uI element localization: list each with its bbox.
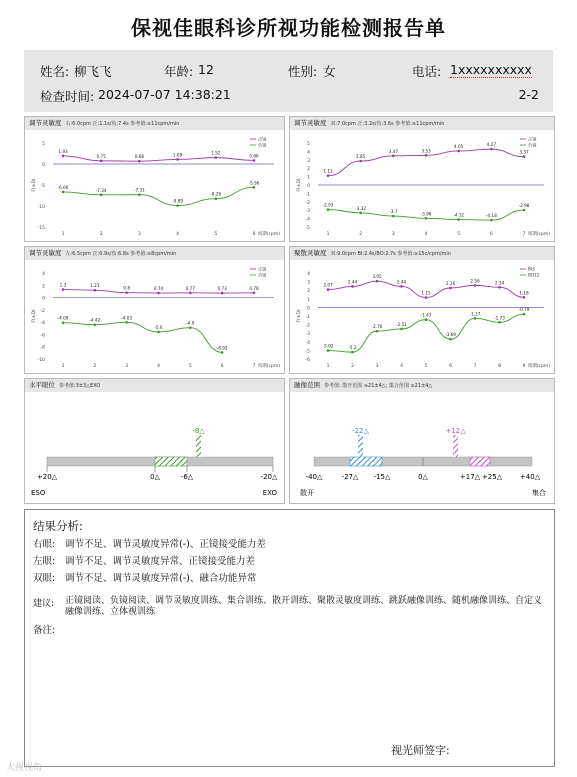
patient-info bbox=[24, 50, 553, 112]
chart-panel-3 bbox=[24, 246, 285, 374]
data-point bbox=[62, 155, 65, 158]
data-point bbox=[327, 208, 330, 211]
tick-label: +20△ bbox=[36, 473, 58, 481]
data-label: -4.9 bbox=[186, 320, 195, 326]
data-label: -2.51 bbox=[396, 321, 407, 327]
y-tick-label: -1 bbox=[305, 315, 310, 320]
series-line bbox=[63, 322, 222, 352]
y-tick-label: 0 bbox=[307, 184, 310, 189]
data-label: -2.98 bbox=[518, 203, 530, 209]
x-axis-label: 周期(cpm) bbox=[257, 232, 280, 237]
x-tick-label: 4 bbox=[157, 364, 160, 369]
divergence-label: 散开 bbox=[300, 489, 314, 497]
legend-label: 正镜 bbox=[528, 136, 537, 142]
chart-subtitle: 右:6.0cpm 正:1.1s/负:7.4s 参考值:≥11cpm/min bbox=[65, 121, 180, 127]
data-point bbox=[498, 321, 501, 324]
data-point bbox=[474, 317, 477, 320]
tick-label: 0△ bbox=[418, 473, 428, 481]
y-tick-label: -6 bbox=[305, 358, 310, 363]
tick-label: -15△ bbox=[373, 473, 391, 481]
data-point bbox=[490, 219, 493, 222]
x-tick-label: 2 bbox=[99, 232, 103, 237]
x-tick-label: 6 bbox=[489, 232, 493, 237]
legend-label: 正镜 bbox=[258, 266, 267, 272]
report-title: 保视佳眼科诊所视功能检测报告单 bbox=[131, 16, 446, 40]
data-point bbox=[62, 191, 65, 194]
fusion-range-panel bbox=[289, 378, 555, 504]
tick-label: +25△ bbox=[481, 473, 503, 481]
data-label: 0.8 bbox=[123, 285, 131, 291]
y-tick-label: 5 bbox=[42, 142, 45, 147]
data-point bbox=[125, 321, 128, 324]
data-point bbox=[523, 296, 526, 299]
time-value: 2024-07-07 14:38:21 bbox=[98, 87, 231, 102]
right-eye-result bbox=[33, 536, 266, 550]
data-label: -5.6 bbox=[154, 324, 163, 330]
data-label: -9.89 bbox=[172, 198, 184, 204]
data-point bbox=[189, 292, 192, 295]
y-tick-label: 4 bbox=[307, 150, 310, 156]
x-tick-label: 8 bbox=[498, 364, 501, 369]
tick-label: 0△ bbox=[150, 473, 160, 481]
data-label: 1.18 bbox=[519, 290, 529, 296]
data-label: 2.34 bbox=[494, 280, 505, 286]
data-point bbox=[100, 160, 103, 163]
x-axis-label: 周期(cpm) bbox=[527, 364, 550, 369]
legend-label: BI3 bbox=[528, 266, 535, 272]
phone-label: 电话: bbox=[412, 64, 442, 79]
panel-title: 融像范围 bbox=[294, 381, 320, 389]
page-number: 2-2 bbox=[518, 87, 539, 102]
x-tick-label: 4 bbox=[400, 364, 403, 369]
data-point bbox=[94, 289, 97, 292]
chart-subtitle: 双:7.0cpm 正:3.2s/负:3.6s 参考值:≥11cpm/min bbox=[330, 121, 445, 127]
data-point bbox=[157, 292, 160, 295]
data-point bbox=[62, 321, 65, 324]
suggestion-text: 正镜阅读、负镜阅读、调节灵敏度训练、集合训练、散开训练、聚散灵敏度训练、跳跃融像训练、随机融像训练、自定义融像训练、立体视训练 bbox=[65, 596, 543, 617]
data-label: 4.05 bbox=[454, 143, 464, 149]
name-value: 柳飞飞 bbox=[74, 64, 112, 79]
tick-label: -40△ bbox=[305, 473, 323, 481]
x-tick-label: 7 bbox=[473, 364, 477, 369]
data-point bbox=[457, 218, 460, 221]
y-tick-label: 0 bbox=[307, 306, 310, 312]
data-point bbox=[327, 174, 330, 177]
data-label: 1.11 bbox=[323, 168, 333, 174]
data-label: 2.85 bbox=[356, 154, 366, 160]
x-tick-label: 4 bbox=[424, 232, 428, 237]
y-tick-label: -5 bbox=[305, 226, 310, 231]
phone-value: 1xxxxxxxxxx bbox=[450, 62, 532, 77]
chart-subtitle: 左:6.5cpm 正:0.9s/负:6.8s 参考值:≥8cpm/min bbox=[65, 251, 177, 257]
data-point bbox=[100, 194, 103, 197]
y-tick-label: -3 bbox=[305, 332, 310, 338]
panel-subtitle: 参考值:3±3△EXO bbox=[59, 383, 101, 389]
y-tick-label: 2 bbox=[42, 284, 45, 290]
x-tick-label: 1 bbox=[326, 364, 330, 369]
panel-title: 水平眼位 bbox=[29, 381, 55, 389]
x-tick-label: 2 bbox=[93, 364, 97, 369]
x-tick-label: 5 bbox=[424, 364, 428, 369]
chart-panel-2 bbox=[289, 116, 555, 242]
data-label: 0.68 bbox=[134, 154, 145, 160]
data-point bbox=[351, 351, 354, 354]
series-line bbox=[63, 187, 254, 205]
x-tick-label: 4 bbox=[176, 232, 180, 237]
data-label: 0.73 bbox=[217, 286, 227, 292]
data-label: -5.02 bbox=[322, 343, 334, 349]
x-tick-label: 3 bbox=[375, 364, 379, 369]
legend-label: 负镜 bbox=[528, 142, 537, 148]
chart-title: 调节灵敏度 bbox=[29, 249, 62, 257]
age-label: 年龄: bbox=[164, 64, 194, 79]
data-point bbox=[359, 160, 362, 163]
data-point bbox=[449, 287, 452, 290]
convergence-marker-label: +12△ bbox=[445, 427, 466, 435]
data-label: 3.05 bbox=[372, 274, 382, 280]
chart-panel-4 bbox=[289, 246, 555, 374]
legend-label: BO12 bbox=[528, 272, 540, 278]
data-point bbox=[253, 186, 256, 189]
chart-svg bbox=[25, 247, 284, 373]
sex-value: 女 bbox=[323, 64, 336, 79]
data-point bbox=[138, 160, 141, 163]
data-label: 2.44 bbox=[396, 279, 407, 285]
horizontal-phoria-panel bbox=[24, 378, 285, 504]
data-point bbox=[176, 204, 179, 207]
age-value: 12 bbox=[198, 62, 214, 77]
data-label: 1.21 bbox=[90, 283, 100, 289]
chart-subtitle: 双:9.0cpm BI:2.4s/BO:2.7s 参考值:≥15c/cpm/min bbox=[330, 251, 451, 257]
data-label: -8.26 bbox=[210, 191, 222, 197]
data-label: 3.37 bbox=[519, 149, 529, 155]
data-point bbox=[138, 193, 141, 196]
y-tick-label: 2 bbox=[307, 289, 310, 295]
x-tick-label: 6 bbox=[220, 364, 224, 369]
data-label: 1.52 bbox=[211, 150, 221, 156]
convergence-label: 集合 bbox=[532, 489, 546, 497]
tick-label: +40△ bbox=[519, 473, 541, 481]
right-eye-label: 右眼: bbox=[33, 539, 56, 550]
data-label: 2.56 bbox=[470, 278, 480, 284]
data-label: -4.18 bbox=[485, 213, 497, 219]
data-point bbox=[215, 197, 218, 200]
y-tick-label: -5 bbox=[40, 184, 45, 189]
data-label: -3.96 bbox=[420, 211, 432, 217]
data-label: -3.69 bbox=[445, 332, 456, 338]
y-tick-label: 1 bbox=[307, 297, 310, 303]
data-label: 1.93 bbox=[58, 148, 68, 154]
data-label: -1.73 bbox=[494, 315, 505, 321]
data-label: 2.07 bbox=[323, 282, 333, 288]
data-point bbox=[490, 148, 493, 151]
chart-title: 调节灵敏度 bbox=[294, 119, 327, 127]
data-point bbox=[400, 285, 403, 288]
data-point bbox=[327, 349, 330, 352]
x-axis-label: 周期(cpm) bbox=[257, 364, 280, 369]
chart-svg bbox=[290, 117, 554, 241]
y-tick-label: -2 bbox=[40, 308, 45, 314]
x-tick-label: 6 bbox=[449, 364, 452, 369]
x-tick-label: 1 bbox=[61, 232, 65, 237]
y-tick-label: -1 bbox=[305, 192, 310, 198]
legend-label: 负镜 bbox=[258, 272, 267, 278]
x-tick-label: 1 bbox=[61, 364, 65, 369]
legend-label: 正镜 bbox=[258, 136, 267, 142]
data-label: 3.53 bbox=[421, 148, 431, 154]
y-tick-label: -10 bbox=[37, 205, 45, 210]
data-label: -5.56 bbox=[248, 180, 260, 186]
eso-label: ESO bbox=[31, 489, 46, 497]
data-point bbox=[400, 328, 403, 331]
y-tick-label: 4 bbox=[307, 272, 310, 277]
x-tick-label: 2 bbox=[359, 232, 363, 237]
data-label: 2.26 bbox=[445, 280, 456, 286]
y-tick-label: -4 bbox=[40, 321, 45, 327]
data-label: -6.66 bbox=[57, 184, 69, 190]
time-label: 检查时间: bbox=[40, 89, 95, 104]
data-point bbox=[157, 331, 160, 334]
data-label: -2.76 bbox=[371, 324, 383, 330]
data-label: -1.27 bbox=[469, 311, 481, 317]
data-point bbox=[425, 318, 428, 321]
data-point bbox=[327, 288, 330, 291]
y-axis-label: F(±D) bbox=[32, 178, 37, 192]
y-tick-label: 1 bbox=[307, 175, 310, 181]
x-tick-label: 6 bbox=[252, 232, 256, 237]
data-label: -7.34 bbox=[95, 187, 107, 193]
data-label: -8.92 bbox=[216, 345, 228, 351]
tick-label: -6△ bbox=[180, 473, 194, 481]
data-label: 1.3 bbox=[59, 282, 67, 288]
x-tick-label: 9 bbox=[522, 364, 526, 369]
y-axis-label: F(±D) bbox=[297, 178, 302, 192]
data-point bbox=[376, 330, 379, 333]
data-point bbox=[176, 158, 179, 161]
data-label: 0.74 bbox=[153, 286, 164, 292]
data-point bbox=[189, 326, 192, 329]
exo-label: EXO bbox=[262, 489, 277, 497]
chart-panel-1 bbox=[24, 116, 285, 242]
result-heading: 结果分析: bbox=[33, 519, 83, 533]
data-point bbox=[215, 156, 218, 159]
chart-title: 调节灵敏度 bbox=[29, 119, 62, 127]
data-point bbox=[425, 154, 428, 157]
data-label: -3.7 bbox=[389, 209, 398, 215]
data-label: 0.77 bbox=[185, 285, 195, 291]
y-tick-label: 4 bbox=[42, 272, 45, 277]
data-point bbox=[457, 150, 460, 153]
data-label: 1.15 bbox=[421, 290, 431, 296]
panel-subtitle: 参考值: 散开范围 ≥21±4△; 集合范围 ≥21±4△ bbox=[324, 383, 433, 389]
data-label: -4.12 bbox=[453, 212, 465, 218]
data-point bbox=[392, 155, 395, 158]
y-tick-label: -15 bbox=[37, 226, 45, 231]
suggestion-label: 建议: bbox=[33, 599, 55, 609]
data-label: -4.03 bbox=[121, 315, 133, 321]
data-point bbox=[253, 159, 256, 162]
y-tick-label: -6 bbox=[40, 333, 45, 339]
data-label: 1.09 bbox=[172, 152, 183, 158]
x-tick-label: 3 bbox=[137, 232, 141, 237]
y-tick-label: 2 bbox=[307, 167, 310, 173]
data-point bbox=[392, 215, 395, 218]
data-label: 3.47 bbox=[388, 148, 398, 154]
data-label: 2.44 bbox=[347, 279, 358, 285]
x-tick-label: 3 bbox=[391, 232, 395, 237]
data-label: -0.79 bbox=[518, 307, 530, 313]
y-axis-label: F(±D) bbox=[32, 309, 37, 323]
x-tick-label: 1 bbox=[326, 232, 330, 237]
x-tick-label: 5 bbox=[188, 364, 192, 369]
y-tick-label: 0 bbox=[42, 296, 45, 302]
data-label: 0.75 bbox=[96, 153, 106, 159]
both-eyes-text: 调节不足、调节灵敏度异常(-)、融合功能异常 bbox=[65, 573, 257, 584]
data-point bbox=[425, 296, 428, 299]
tick-label: +17△ bbox=[459, 473, 481, 481]
both-eyes-label: 双眼: bbox=[33, 573, 56, 584]
x-tick-label: 7 bbox=[522, 232, 526, 237]
legend-label: 负镜 bbox=[258, 142, 267, 148]
data-label: 0.86 bbox=[249, 153, 259, 159]
x-tick-label: 7 bbox=[252, 364, 256, 369]
sex-label: 性别: bbox=[288, 64, 318, 79]
y-tick-label: 3 bbox=[307, 280, 310, 286]
optometrist-signature-label: 视光师签字: bbox=[391, 744, 450, 757]
data-point bbox=[498, 286, 501, 289]
data-label: -2.93 bbox=[322, 202, 334, 208]
tick-label: -27△ bbox=[341, 473, 359, 481]
data-point bbox=[221, 292, 224, 295]
data-label: -7.31 bbox=[133, 187, 145, 193]
left-eye-label: 左眼: bbox=[33, 556, 56, 567]
left-eye-text: 调节不足、调节灵敏度异常、正镜接受能力差 bbox=[65, 556, 256, 567]
right-eye-text: 调节不足、调节灵敏度异常(-)、正镜接受能力差 bbox=[65, 539, 266, 550]
x-axis-label: 周期(cpm) bbox=[527, 232, 550, 237]
data-point bbox=[94, 323, 97, 326]
y-tick-label: 3 bbox=[307, 158, 310, 164]
name-label: 姓名: bbox=[40, 64, 70, 79]
data-point bbox=[449, 338, 452, 341]
y-tick-label: -2 bbox=[305, 323, 310, 329]
chart-title: 聚散灵敏度 bbox=[294, 249, 327, 257]
tick-label: -20△ bbox=[260, 473, 278, 481]
data-label: 0.78 bbox=[249, 285, 259, 291]
divergence-marker-label: -22△ bbox=[352, 427, 369, 435]
y-tick-label: -10 bbox=[37, 358, 45, 363]
data-point bbox=[221, 351, 224, 354]
data-point bbox=[376, 280, 379, 283]
data-point bbox=[125, 291, 128, 294]
data-point bbox=[474, 284, 477, 287]
data-point bbox=[523, 155, 526, 158]
data-point bbox=[359, 212, 362, 215]
phoria-scale bbox=[25, 379, 284, 503]
y-tick-label: -8 bbox=[40, 345, 45, 351]
y-tick-label: -4 bbox=[305, 340, 310, 346]
data-point bbox=[62, 288, 65, 291]
phoria-marker-label: -8△ bbox=[192, 427, 205, 435]
fusion-scale bbox=[290, 379, 554, 503]
result-analysis bbox=[24, 509, 555, 767]
chart-svg bbox=[25, 117, 284, 241]
data-label: -3.32 bbox=[355, 205, 367, 211]
data-label: -4.42 bbox=[89, 317, 101, 323]
y-tick-label: 0 bbox=[42, 163, 45, 168]
x-tick-label: 3 bbox=[125, 364, 129, 369]
note-label: 备注: bbox=[33, 625, 56, 636]
left-eye-result bbox=[33, 553, 256, 567]
data-point bbox=[253, 291, 256, 294]
data-point bbox=[523, 313, 526, 316]
x-tick-label: 5 bbox=[214, 232, 218, 237]
data-label: -1.43 bbox=[420, 312, 432, 318]
chart-svg bbox=[290, 247, 554, 373]
y-tick-label: -3 bbox=[305, 209, 310, 215]
both-eyes-result bbox=[33, 570, 257, 584]
data-point bbox=[523, 209, 526, 212]
watermark: 大视视角 bbox=[6, 763, 43, 773]
data-label: 4.27 bbox=[486, 142, 496, 148]
y-axis-label: F(±D) bbox=[297, 309, 302, 323]
y-tick-label: -5 bbox=[305, 349, 310, 355]
y-tick-label: 5 bbox=[307, 142, 310, 147]
y-tick-label: -2 bbox=[305, 200, 310, 206]
suggestion bbox=[33, 596, 543, 617]
data-point bbox=[425, 217, 428, 220]
data-label: -5.2 bbox=[348, 345, 357, 351]
x-tick-label: 5 bbox=[457, 232, 461, 237]
y-tick-label: -4 bbox=[305, 217, 310, 223]
x-tick-label: 2 bbox=[351, 364, 354, 369]
data-point bbox=[351, 285, 354, 288]
data-label: -4.09 bbox=[57, 315, 69, 321]
